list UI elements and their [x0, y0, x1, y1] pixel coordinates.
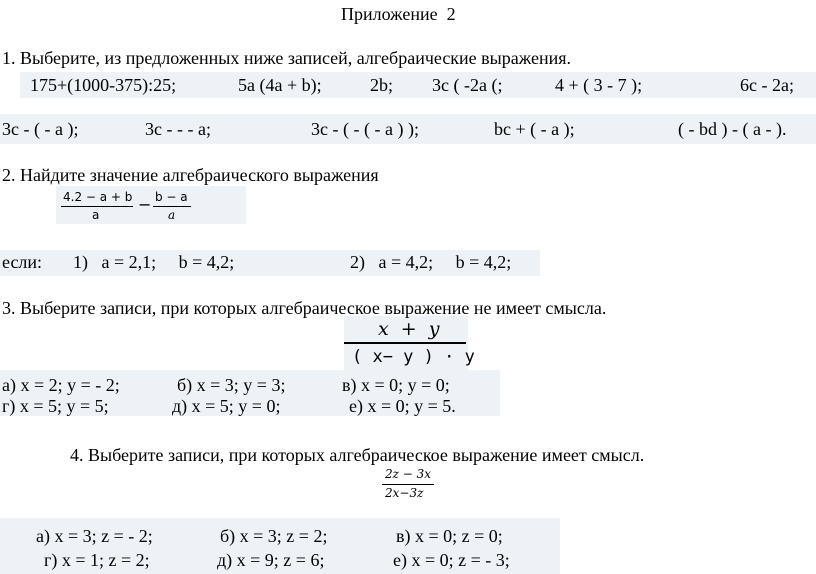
if-label: если: [2, 252, 43, 272]
fraction3-numerator: x + y [378, 318, 440, 340]
fraction3-bar [344, 342, 466, 344]
task3-heading: 3. Выберите записи, при которых алгебраическое выражение не имеет смысла. [2, 298, 607, 318]
task3-option: е) x = 0; y = 5. [349, 396, 456, 416]
task1-expr: 2b; [370, 75, 394, 95]
page-title: Приложение 2 [341, 4, 456, 24]
fraction4-bar [382, 484, 434, 485]
fraction2-denominator: a [168, 208, 176, 222]
fraction3-denominator: ( x− y ) · y [352, 347, 475, 367]
fraction4-denominator: 2x−3z [385, 486, 424, 500]
task1-expr: 3c - ( - ( - a ) ); [311, 119, 419, 139]
task1-expr: bc + ( - a ); [494, 119, 575, 139]
task3-option: в) x = 0; y = 0; [342, 375, 450, 395]
task4-option: а) x = 3; z = - 2; [36, 526, 153, 546]
task2-heading: 2. Найдите значение алгебраического выражения [2, 165, 379, 185]
fraction1-denominator: a [92, 208, 100, 222]
minus-sign: − [138, 195, 152, 214]
fraction2-bar [153, 206, 191, 207]
task1-expr: 4 + ( 3 - 7 ); [555, 75, 643, 95]
task3-option: д) x = 5; y = 0; [172, 396, 281, 416]
task3-option: а) x = 2; y = - 2; [2, 375, 120, 395]
task1-expr: 175+(1000-375):25; [30, 75, 177, 95]
task3-option: б) x = 3; y = 3; [177, 375, 286, 395]
task1-expr: 5a (4a + b); [238, 75, 322, 95]
case-1: 1) a = 2,1; b = 4,2; [73, 252, 235, 272]
task1-expr: ( - bd ) - ( a - ). [678, 119, 787, 139]
task4-option: в) x = 0; z = 0; [396, 526, 503, 546]
fraction1-bar [61, 206, 133, 207]
task1-heading: 1. Выберите, из предложенных ниже записей, алгебраические выражения. [2, 48, 571, 68]
task1-expr: 3c ( -2a (; [432, 75, 503, 95]
task4-option: б) x = 3; z = 2; [220, 526, 328, 546]
task4-option: е) x = 0; z = - 3; [393, 550, 510, 570]
task1-expr: 6c - 2a; [740, 75, 794, 95]
task1-expr: 3c - - - a; [145, 119, 211, 139]
task4-option: г) x = 1; z = 2; [44, 550, 150, 570]
task4-heading: 4. Выберите записи, при которых алгебраическое выражение имеет смысл. [70, 445, 645, 465]
fraction4-numerator: 2z − 3x [385, 467, 432, 481]
fraction1-numerator: 4.2 − a + b [63, 190, 133, 204]
case-2: 2) a = 4,2; b = 4,2; [350, 252, 512, 272]
task4-option: д) x = 9; z = 6; [217, 550, 325, 570]
task1-expr: 3c - ( - a ); [2, 119, 79, 139]
fraction2-numerator: b − a [155, 190, 188, 204]
task3-option: г) x = 5; y = 5; [2, 396, 109, 416]
